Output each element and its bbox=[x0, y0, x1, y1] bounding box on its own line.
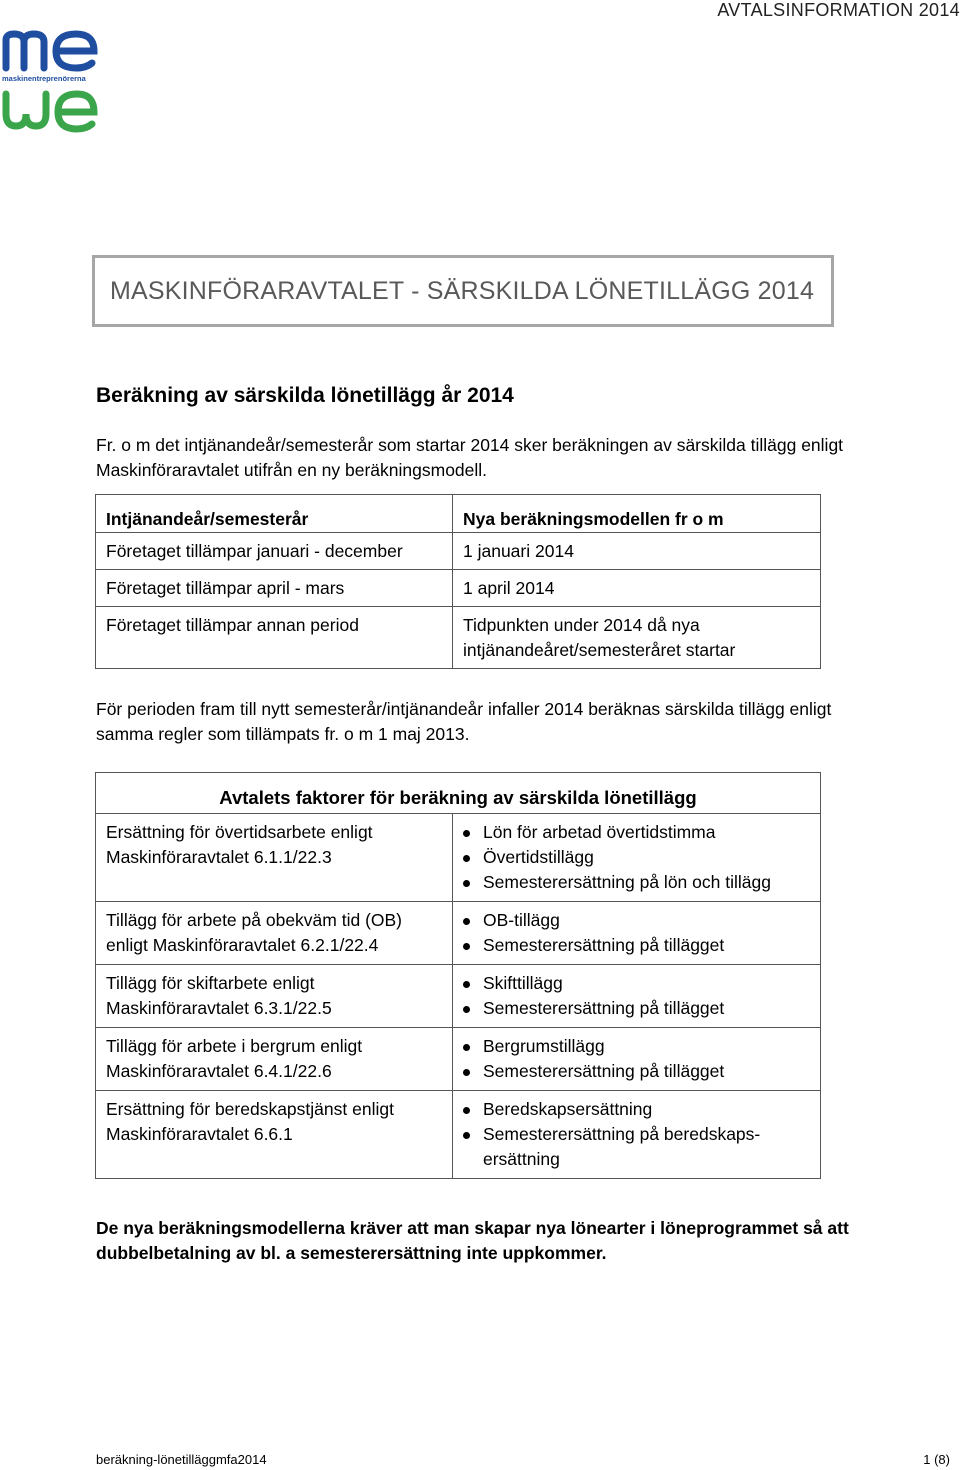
table-row bbox=[96, 1028, 821, 1091]
table-cell: 1 januari 2014 bbox=[453, 533, 821, 570]
svg-text:maskinentreprenörerna: maskinentreprenörerna bbox=[2, 74, 86, 83]
table-cell: Tidpunkten under 2014 då nya intjänandeåret/semesteråret startar bbox=[453, 607, 821, 669]
list-item: Semesterersättning på tillägget bbox=[483, 996, 810, 1021]
factor-label: Tillägg för arbete i bergrum enligt Maskinföraravtalet 6.4.1/22.6 bbox=[96, 1028, 453, 1091]
list-item: Skifttillägg bbox=[483, 971, 810, 996]
table-cell: Företaget tillämpar annan period bbox=[96, 607, 453, 669]
table-row bbox=[96, 1091, 821, 1179]
factor-items bbox=[453, 814, 821, 902]
table-row bbox=[96, 814, 821, 902]
factor-items bbox=[453, 902, 821, 965]
list-item: Semesterersättning på tillägget bbox=[483, 933, 810, 958]
list-item: Övertidstillägg bbox=[483, 845, 810, 870]
list-item: Bergrumstillägg bbox=[483, 1034, 810, 1059]
table-cell: 1 april 2014 bbox=[453, 570, 821, 607]
table-header-cell: Intjänandeår/semesterår bbox=[96, 495, 453, 533]
calculation-period-table bbox=[95, 494, 821, 669]
list-item: Semesterersättning på beredskaps-ersättning bbox=[483, 1122, 810, 1172]
footer-filename: beräkning-lönetilläggmfa2014 bbox=[96, 1452, 267, 1467]
list-item: Semesterersättning på tillägget bbox=[483, 1059, 810, 1084]
factor-items bbox=[453, 1091, 821, 1179]
factor-items bbox=[453, 1028, 821, 1091]
factor-label: Tillägg för skiftarbete enligt Maskinföraravtalet 6.3.1/22.5 bbox=[96, 965, 453, 1028]
table-title-row bbox=[96, 773, 821, 814]
table-row bbox=[96, 570, 821, 607]
section-heading: Beräkning av särskilda lönetillägg år 2014 bbox=[96, 384, 514, 407]
company-logo bbox=[0, 18, 112, 138]
table-row bbox=[96, 607, 821, 669]
factor-items bbox=[453, 965, 821, 1028]
intro-paragraph: Fr. o m det intjänandeår/semesterår som startar 2014 sker beräkningen av särskilda tillägg enligt Maskinföraravtalet utifrån en ny beräkningsmodell. bbox=[96, 435, 844, 480]
table-cell: Företaget tillämpar januari - december bbox=[96, 533, 453, 570]
factor-label: Tillägg för arbete på obekväm tid (OB) enligt Maskinföraravtalet 6.2.1/22.4 bbox=[96, 902, 453, 965]
document-title: MASKINFÖRARAVTALET - SÄRSKILDA LÖNETILLÄGG 2014 bbox=[110, 276, 815, 305]
header-label: AVTALSINFORMATION 2014 bbox=[717, 0, 960, 20]
factors-table bbox=[95, 772, 821, 1179]
transition-paragraph: För perioden fram till nytt semesterår/intjänandeår infaller 2014 beräknas särskilda tillägg enligt samma regler som tillämpats fr. o m 1 maj 2013. bbox=[96, 699, 832, 744]
table-header-row bbox=[96, 495, 821, 533]
document-title-box bbox=[92, 255, 834, 327]
table-row bbox=[96, 533, 821, 570]
list-item: OB-tillägg bbox=[483, 908, 810, 933]
table-row bbox=[96, 965, 821, 1028]
factor-label: Ersättning för övertidsarbete enligt Maskinföraravtalet 6.1.1/22.3 bbox=[96, 814, 453, 902]
page-number: 1 (8) bbox=[923, 1452, 950, 1467]
list-item: Semesterersättning på lön och tillägg bbox=[483, 870, 810, 895]
list-item: Lön för arbetad övertidstimma bbox=[483, 820, 810, 845]
table-header-cell: Nya beräkningsmodellen fr o m bbox=[453, 495, 821, 533]
list-item: Beredskapsersättning bbox=[483, 1097, 810, 1122]
table-cell: Företaget tillämpar april - mars bbox=[96, 570, 453, 607]
closing-note: De nya beräkningsmodellerna kräver att man skapar nya lönearter i löneprogrammet så att dubbelbetalning av bl. a semesterersättning inte uppkommer. bbox=[96, 1218, 849, 1263]
factor-label: Ersättning för beredskapstjänst enligt Maskinföraravtalet 6.6.1 bbox=[96, 1091, 453, 1179]
table-row bbox=[96, 902, 821, 965]
table-title: Avtalets faktorer för beräkning av särskilda lönetillägg bbox=[96, 773, 821, 814]
